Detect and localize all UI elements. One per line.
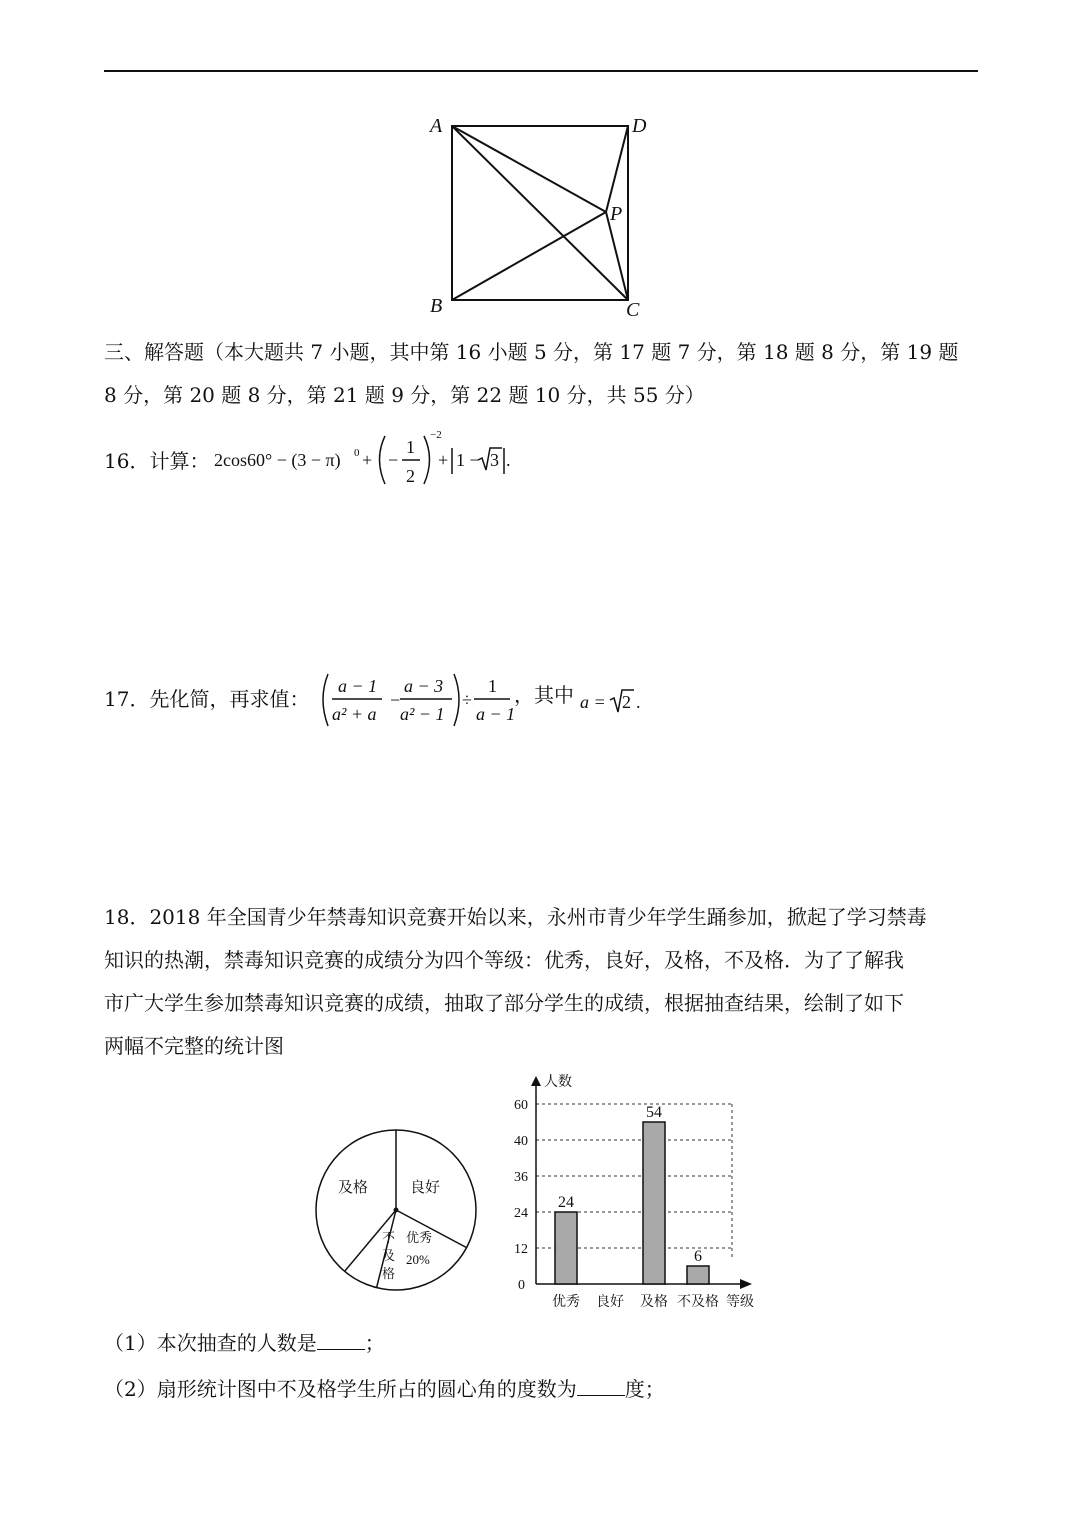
pie-center — [394, 1208, 399, 1213]
pie-label-bujige-3: 格 — [382, 1267, 396, 1282]
q17-f1-num: a − 1 — [338, 676, 378, 696]
label-b: B — [430, 295, 443, 317]
pie-label-bujige-1: 不 — [382, 1231, 396, 1246]
q17-f2-num: a − 3 — [404, 676, 444, 696]
q16-exp0: 0 — [354, 447, 360, 459]
q17-left-paren — [323, 674, 328, 726]
answer-blank-1[interactable] — [317, 1331, 365, 1350]
q18-line2: 知识的热潮，禁毒知识竞赛的成绩分为四个等级：优秀，良好，及格，不及格．为了了解我 — [104, 948, 904, 972]
q16-sqrt-arg: 3 — [490, 450, 499, 470]
q16-left-paren — [380, 436, 386, 484]
q18-line1: 18．2018 年全国青少年禁毒知识竞赛开始以来，永州市青少年学生踊参加，掀起了学习禁毒 — [104, 905, 927, 929]
q17-cond-sqrt: 2 — [622, 692, 631, 712]
q18-sub2 — [104, 1376, 665, 1402]
q18-sub1 — [104, 1330, 385, 1356]
q18-sub1-suffix: ； — [364, 1331, 385, 1355]
q16-plus2: + — [438, 450, 449, 470]
q16-end: . — [506, 450, 511, 470]
label-c: C — [626, 299, 640, 318]
y-tick-label-3: 36 — [514, 1170, 528, 1185]
bar-3 — [687, 1266, 709, 1284]
section3-line2: 8 分，第 20 题 8 分，第 21 题 9 分，第 22 题 10 分，共 55 分） — [104, 383, 705, 407]
pie-chart — [310, 1124, 480, 1294]
header-rule — [104, 70, 978, 72]
y-axis-arrow — [531, 1076, 541, 1086]
section3-line1: 三、解答题（本大题共 7 小题，其中第 16 小题 5 分，第 17 题 7 分，第 18 题 8 分，第 19 题 — [104, 340, 959, 364]
q18-sub2-suffix: 度； — [624, 1377, 665, 1401]
x-axis-arrow — [740, 1279, 752, 1289]
bar-0 — [555, 1212, 577, 1284]
q17-cond: a = — [580, 692, 606, 712]
q16-plus1: + — [362, 450, 373, 470]
pie-label-lianghao: 良好 — [410, 1178, 441, 1196]
x-tick-label-0: 优秀 — [552, 1294, 580, 1310]
pie-label-jige: 及格 — [338, 1178, 369, 1196]
q17-minus: − — [390, 690, 401, 710]
bar-2 — [643, 1122, 665, 1284]
q17-f3-den: a − 1 — [476, 704, 516, 724]
q16-minus: − — [388, 450, 399, 470]
y-tick-label-1: 12 — [514, 1242, 528, 1257]
q17-prefix: 17．先化简，再求值： — [104, 687, 310, 711]
bar-data-label-2: 54 — [646, 1104, 662, 1121]
q17-right-paren — [454, 674, 459, 726]
bar-data-label-0: 24 — [558, 1194, 574, 1211]
q18-line4: 两幅不完整的统计图 — [104, 1034, 284, 1058]
q18-line3: 市广大学生参加禁毒知识竞赛的成绩，抽取了部分学生的成绩，根据抽查结果，绘制了如下 — [104, 991, 904, 1015]
q17-f3-num: 1 — [488, 676, 497, 696]
q17-middle: ，其中 — [514, 683, 574, 707]
q17-div: ÷ — [462, 690, 472, 710]
bar-chart — [500, 1068, 770, 1318]
q16-exp-neg2: −2 — [430, 429, 442, 441]
pie-label-bujige-2: 及 — [382, 1249, 396, 1264]
segment-ac — [452, 126, 628, 300]
q16-abs-inner: 1 − — [456, 450, 480, 470]
q18-sub1-prefix: （1）本次抽查的人数是 — [104, 1331, 317, 1355]
q17-f1-den: a² + a — [332, 704, 377, 724]
q16-term1: 2cos60° − (3 − π) — [214, 450, 341, 470]
segment-pc — [606, 212, 628, 300]
answer-blank-2[interactable] — [577, 1377, 625, 1396]
x-tick-label-3: 不及格 — [677, 1294, 719, 1310]
q18-sub2-prefix: （2）扇形统计图中不及格学生所占的圆心角的度数为 — [104, 1377, 577, 1401]
segment-ap — [452, 126, 606, 212]
pie-label-youxiu: 优秀 — [406, 1231, 433, 1246]
bar-ylabel: 人数 — [544, 1074, 572, 1090]
label-p: P — [610, 203, 623, 225]
q16-expression — [210, 428, 530, 490]
y-tick-label-5: 60 — [514, 1098, 528, 1113]
pie-value-youxiu: 20% — [406, 1252, 430, 1267]
q16-num: 1 — [406, 437, 415, 457]
y-tick-label-4: 40 — [514, 1134, 528, 1149]
q16-right-paren — [424, 436, 430, 484]
geometry-figure — [420, 108, 660, 318]
segment-dp — [606, 126, 628, 212]
x-tick-label-2: 及格 — [640, 1294, 668, 1310]
bar-data-label-3: 6 — [694, 1248, 702, 1265]
y-tick-label-2: 24 — [514, 1206, 528, 1221]
q16-den: 2 — [406, 466, 415, 486]
y-tick-label-0: 0 — [518, 1278, 525, 1293]
x-tick-label-1: 良好 — [596, 1294, 624, 1310]
label-a: A — [430, 115, 443, 137]
q16-prefix: 16．计算： — [104, 449, 210, 473]
label-d: D — [632, 115, 647, 137]
bar-xlabel: 等级 — [726, 1294, 754, 1310]
q17-f2-den: a² − 1 — [400, 704, 445, 724]
q17-end: . — [636, 692, 641, 712]
q17-expression — [318, 668, 658, 730]
